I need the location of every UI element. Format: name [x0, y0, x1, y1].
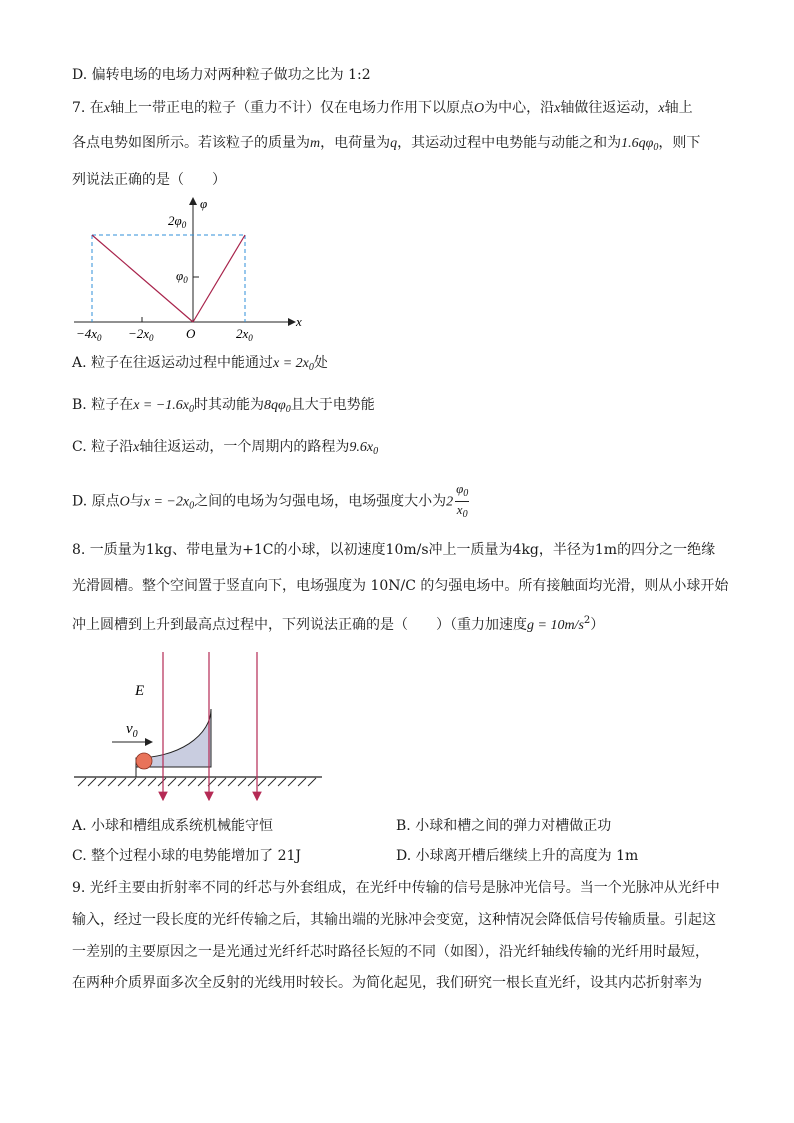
- q7-option-d: D. 原点O与$x = -2x_0$之间的电场为匀强电场，电场强度大小为2 $\frac{\varphi_0}{x_0}$: [72, 481, 469, 520]
- x-axis-label: x: [296, 314, 302, 329]
- x-tick-2x0: $2x_0$: [236, 326, 253, 343]
- field-strength-fraction: $\frac{\varphi_0}{x_0}$: [456, 481, 469, 520]
- velocity-label: $v_0$: [126, 721, 138, 740]
- q8-stem-line2: 光滑圆槽。整个空间置于竖直向下，电场强度为 10N/C 的匀强电场中。所有接触面均光滑，则从小球开始: [72, 578, 729, 594]
- q7-stem-line1: 7. 在x轴上一带正电的粒子（重力不计）仅在电场力作用下以原点O为中心，沿x轴做往返运动，x轴上: [72, 100, 693, 116]
- q7-option-a: A. 粒子在往返运动过程中能通过$x = 2x_0$处: [72, 355, 328, 373]
- q7-option-b: B. 粒子在$x = -1.6x_0$时其动能为$8q\varphi_0$且大于电势能: [72, 397, 375, 415]
- q7-stem-line2: 各点电势如图所示。若该粒子的质量为m，电荷量为q，其运动过程中电势能与动能之和为$1.6q\varphi_0$，则下: [72, 135, 701, 153]
- q8-option-c: C. 整个过程小球的电势能增加了 21J: [72, 848, 301, 864]
- q9-stem-line1: 9. 光纤主要由折射率不同的纤芯与外套组成，在光纤中传输的信号是脉冲光信号。当一个光脉冲从光纤中: [72, 880, 720, 896]
- q9-stem-line2: 输入，经过一段长度的光纤传输之后，其输出端的光脉冲会变宽，这种情况会降低信号传输质量。引起这: [72, 912, 716, 928]
- q8-option-b: B. 小球和槽之间的弹力对槽做正功: [396, 818, 612, 834]
- q6-option-d: D. 偏转电场的电场力对两种粒子做功之比为 1:2: [72, 67, 371, 83]
- x-tick-m2x0: $-2x_0$: [128, 326, 154, 343]
- potential-line-right: [193, 235, 245, 322]
- q8-option-a: A. 小球和槽组成系统机械能守恒: [72, 818, 274, 834]
- y-tick-2phi0: $2\varphi_0$: [168, 213, 187, 230]
- q8-slot-diagram: [72, 650, 327, 802]
- q7-potential-graph: [70, 192, 320, 352]
- x-tick-m4x0: $-4x_0$: [76, 326, 102, 343]
- q8-stem-line1: 8. 一质量为1kg、带电量为+1C的小球，以初速度10m/s冲上一质量为4kg，半径为1m的四分之一绝缘: [72, 542, 716, 558]
- q8-stem-line3: 冲上圆槽到上升到最高点过程中，下列说法正确的是（ ）（重力加速度$g = 10m/s^2$）: [72, 615, 605, 633]
- field-label: E: [135, 683, 145, 699]
- q7-stem-line3: 列说法正确的是（ ）: [72, 172, 226, 188]
- q8-option-d: D. 小球离开槽后继续上升的高度为 1m: [396, 848, 639, 864]
- ball: [136, 753, 152, 769]
- q7-option-c: C. 粒子沿x轴往返运动，一个周期内的路程为$9.6x_0$: [72, 439, 379, 457]
- q9-stem-line3: 一差别的主要原因之一是光通过光纤纤芯时路径长短的不同（如图），沿光纤轴线传输的光纤用时最短，: [72, 944, 709, 960]
- origin-label: O: [186, 326, 196, 341]
- q9-stem-line4: 在两种介质界面多次全反射的光线用时较长。为简化起见，我们研究一根长直光纤，设其内芯折射率为: [72, 975, 702, 991]
- y-axis-label: φ: [200, 196, 208, 211]
- ground-hatch: [78, 778, 316, 786]
- y-tick-phi0: $\varphi_0$: [176, 268, 188, 285]
